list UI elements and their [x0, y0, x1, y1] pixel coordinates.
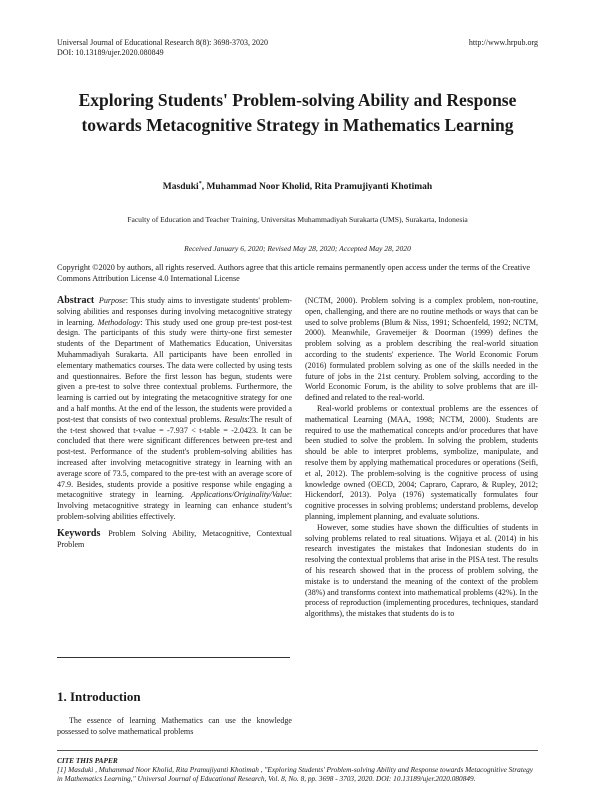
- applications-label: Applications/Originality/Value: [190, 490, 290, 500]
- abstract-label: Abstract: [57, 295, 95, 306]
- methodology-text: : This study used one group pre-test post-test design. The participants of this study were thirty-one first semester students of the Department of Mathematics Education, Universitas Muhammadiyah Surakarta. All participants have been enrolled in elementary mathematics courses. The data were collected by using tests and questionnaires. Before the first lesson has begun, students were given a pre-test to solve three contextual problems. Furthermore, the learning is carried out by integrating the metacognitive strategy for one and a half months. At the end of the lesson, the students were provided a post-test that consists of two contextual problems.: [57, 317, 292, 424]
- author-rest: , Muhammad Noor Kholid, Rita Pramujiyanti Khotimah: [201, 182, 433, 193]
- copyright-notice: Copyright ©2020 by authors, all rights reserved. Authors agree that this article remains permanently open access under the terms of the Creative Commons Attribution License 4.0 International License: [57, 263, 530, 283]
- journal-url[interactable]: http://www.hrpub.org: [468, 38, 538, 47]
- keywords: [57, 529, 292, 551]
- footer-divider: [57, 750, 538, 751]
- section-divider: [57, 657, 290, 658]
- purpose-text: : This study aims to investigate students' problem-solving abilities and responses during involving metacognitive strategy in learning.: [57, 296, 292, 327]
- keywords-text: Problem Solving Ability, Metacognitive, Contextual Problem: [57, 528, 292, 549]
- corresponding-author-mark: *: [198, 181, 202, 187]
- right-column: [305, 296, 538, 620]
- author-list: [57, 181, 538, 192]
- introduction-paragraph: The essence of learning Mathematics can use the knowledge possessed to solve mathematical problems: [57, 716, 292, 736]
- section-heading-introduction: 1. Introduction: [57, 689, 141, 704]
- results-label: Results: [224, 414, 248, 424]
- keywords-label: Keywords: [57, 527, 101, 539]
- journal-citation-header: Universal Journal of Educational Research 8(8): 3698-3703, 2020: [57, 38, 269, 47]
- paper-title: Exploring Students' Problem-solving Ability and Response towards Metacognitive Strategy in Mathematics Learning: [78, 90, 517, 135]
- results-text: :The result of the t-test showed that t-value = -7.937 < t-table = -2.0423. It can be concluded that there were significant differences between pre-test and post-test. Performance of the student's problem-solving abilities has increased after involving metacognitive strategy in learning with an average score of 73.5, compared to the pre-test with an average score of 47.9. Besides, students provide a positive response while engaging a metacognitive strategy in learning.: [57, 414, 292, 500]
- author-first: Masduki: [162, 182, 199, 193]
- applications-text: : Involving metacognitive strategy in learning can enhance student’s problem-solving abilities effectively.: [57, 490, 292, 521]
- cite-label: CITE THIS PAPER: [57, 756, 118, 765]
- purpose-label: Purpose: [98, 296, 126, 305]
- citation-box: [57, 756, 538, 784]
- abstract: [57, 296, 292, 523]
- publication-dates: Received January 6, 2020; Revised May 28, 2020; Accepted May 28, 2020: [184, 244, 411, 253]
- affiliation: Faculty of Education and Teacher Training, Universitas Muhammadiyah Surakarta (UMS), Surakarta, Indonesia: [127, 215, 468, 224]
- cite-text: [1] Masduki , Muhammad Noor Kholid, Rita Pramujiyanti Khotimah , "Exploring Students' Problem-solving Ability and Response towards Metacognitive Strategy in Mathematics Learning," Universal Journal of Educational Research, Vol. 8, No. 8, pp. 3698 - 3703, 2020. DOI: 10.13189/ujer.2020.080849.: [57, 765, 533, 784]
- left-column: [57, 296, 292, 550]
- body-paragraph-1: (NCTM, 2000). Problem solving is a complex problem, non-routine, open, challenging, and there are no routine methods or ways that can be used to solve problems (Blum & Niss, 1991; Schoenfeld, 1992; NCTM, 2000). Meanwhile, Gravemeijer & Doorman (1999) defines the problem solving as a problem describing the real-world situation according to the students' experience. The World Economic Forum (2016) formulated problem solving as one of the skills needed in the future of jobs in the 21st century. Problem solving, according to the World Economic Forum, is the ability to solve problems that are ill-defined and related to the real-world.: [305, 296, 538, 403]
- body-paragraph-2: Real-world problems or contextual problems are the essences of mathematical Learning (MAA, 1998; NCTM, 2000). Students are required to use the mathematical concepts and/or procedures that have been studied to solve the problem. In solving the problem, students should be able to interpret problems, symbolize, manipulate, and resolve them by applying mathematical procedures or operations (Seifi, et al, 2012). The problem-solving is the cognitive process of using knowledge owned (OECD, 2004; Capraro, Capraro, & Rupley, 2012; Hickendorf, 2013). Polya (1976) systematically formulates four cognitive processes in solving problems; understand problems, develop planning, implement planning, and evaluate solutions.: [305, 403, 538, 521]
- doi-header: DOI: 10.13189/ujer.2020.080849: [57, 48, 164, 57]
- methodology-label: Methodology: [97, 317, 141, 327]
- body-paragraph-3: However, some studies have shown the difficulties of students in solving problems related to real situations. Wijaya et al. (2014) in his research investigates the mistakes that Indonesian students do in resolving the contextual problems that arise in the PISA test. The results of his research showed that in the process of problem solving, the mistake is to understand the meaning of the context of the problem (38%) and transforms context into mathematical problems (42%). In the process of reproduction (implementing procedures, techniques, standard algorithms), the mistakes that students do is to: [305, 522, 538, 619]
